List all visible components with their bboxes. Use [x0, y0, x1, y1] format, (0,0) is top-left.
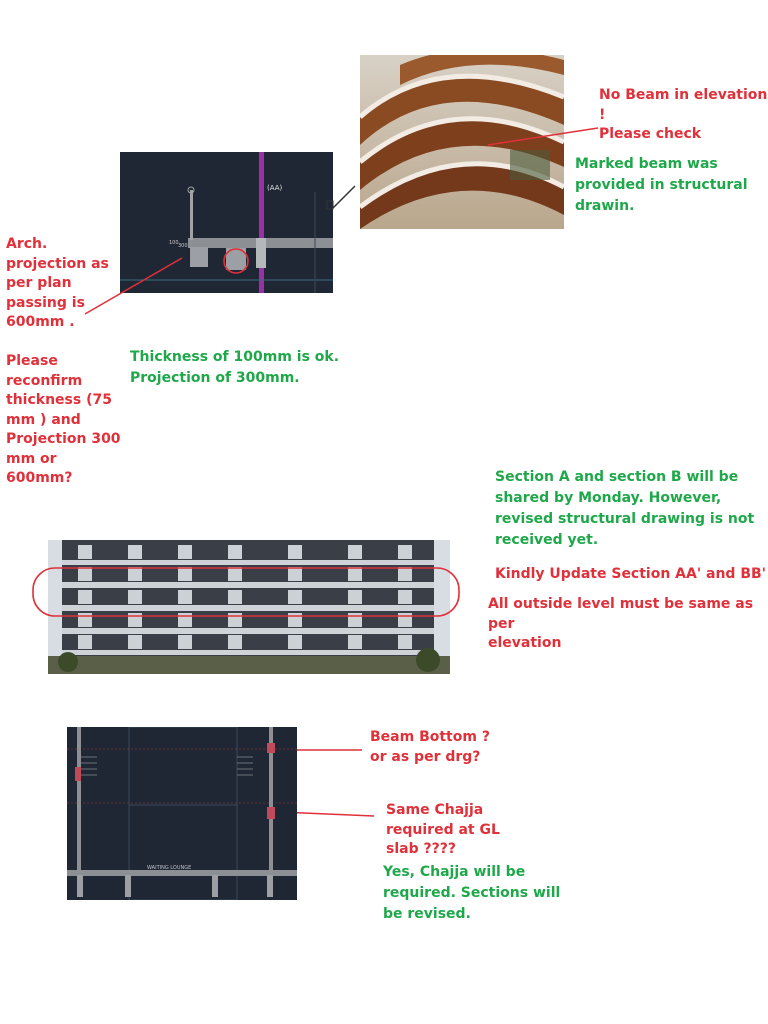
- balcony-band-ellipse: [30, 560, 462, 620]
- note-section-ab: Section A and section B will be shared by Monday. However, revised structural drawing is not received yet.: [495, 469, 755, 548]
- note-same-chajja: Same Chajja required at GL slab ????: [386, 802, 500, 857]
- note-beam-bottom: Beam Bottom ? or as per drg?: [370, 729, 490, 765]
- note-thickness-ok: Thickness of 100mm is ok. Projection of 300mm.: [130, 349, 340, 386]
- note-chajja-yes: Yes, Chajja will be required. Sections will be revised.: [383, 864, 561, 922]
- note-please-reconfirm: Please reconfirm thickness (75 mm ) and Projection 300 mm or 600mm?: [6, 353, 121, 486]
- cad-plan-detail: [67, 727, 297, 900]
- room-label: WAITING LOUNGE: [147, 865, 192, 871]
- label-aa: (AA): [267, 184, 283, 192]
- dim-300: 300: [178, 243, 188, 249]
- dim-100: 100: [169, 240, 179, 246]
- note-no-beam: No Beam in elevation ! Please check: [599, 87, 768, 142]
- connector-cad-to-photo: [333, 186, 355, 208]
- note-update-section: Kindly Update Section AA' and BB': [495, 566, 766, 582]
- connector-no-beam: [488, 128, 598, 145]
- note-arch-projection: Arch. projection as per plan passing is 600mm .: [6, 236, 109, 330]
- note-outside-level: All outside level must be same as per elevation: [488, 596, 754, 651]
- cad-plan-drawing: [67, 727, 297, 900]
- note-marked-beam: Marked beam was provided in structural drawin.: [575, 156, 748, 214]
